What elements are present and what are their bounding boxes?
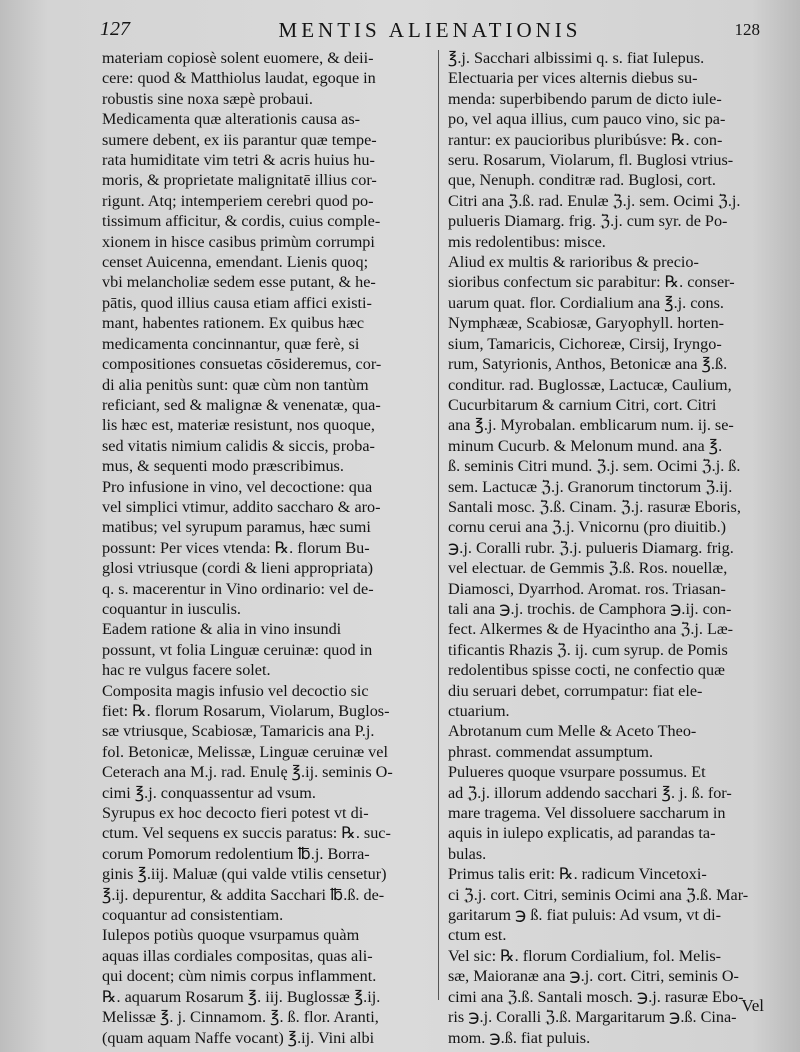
- text-line: seru. Rosarum, Violarum, fl. Buglosi vtrius-: [448, 151, 734, 170]
- text-line: coquantur ad consistentiam.: [102, 906, 284, 925]
- text-line: mare tragema. Vel dissoluere saccharum in: [448, 804, 726, 823]
- text-line: aquas illas cordiales compositas, quas ali-: [102, 946, 373, 965]
- text-line: Composita magis infusio vel decoctio sic: [102, 681, 369, 700]
- text-line: cimi ℥.j. conquassentur ad vsum.: [102, 783, 316, 802]
- text-line: Pro infusione in vino, vel decoctione: qua: [102, 477, 373, 496]
- text-line: sæ, Maioranæ ana ℈.j. cort. Citri, seminis O-: [448, 967, 739, 986]
- text-line: sæ vtriusque, Scabiosæ, Tamaricis ana P.j.: [102, 722, 375, 741]
- text-line: cornu cerui ana ℨ.j. Vnicornu (pro diuitib.): [448, 518, 727, 537]
- text-line: Ceterach ana M.j. rad. Enulę ℥.ij. seminis O-: [102, 763, 393, 782]
- text-line: fect. Alkermes & de Hyacintho ana ℨ.j. Læ-: [448, 620, 734, 639]
- text-line: compositiones consuetas cōsideremus, cor-: [102, 355, 382, 374]
- text-line: mus, & sequenti modo præscribimus.: [102, 457, 344, 476]
- text-line: ginis ℥.iij. Maluæ (qui valde vtilis censetur): [102, 865, 387, 884]
- text-line: glosi vtriusque (cordi & lieni appropriata): [102, 559, 374, 578]
- text-line: cere: quod & Matthiolus laudat, egoque in: [102, 69, 376, 88]
- text-line: redolentibus spisse cocti, ne confectio quæ: [448, 661, 725, 680]
- text-line: cimi ana ℨ.ß. Santali mosch. ℈.j. rasuræ Ebo-: [448, 987, 744, 1006]
- text-line: qui docent; cùm nimis corpus inflamment.: [102, 967, 377, 986]
- text-line: censet Auicenna, emendant. Lienis quoq;: [102, 253, 369, 272]
- text-line: po, vel aqua illius, cum pauco vino, sic pa-: [448, 110, 726, 129]
- text-line: pātis, quod illius causa etiam affici existi-: [102, 293, 372, 312]
- text-line: Santali mosc. ℨ.ß. Cinam. ℨ.j. rasuræ Eboris,: [448, 497, 741, 516]
- text-line: ctuarium.: [448, 702, 510, 720]
- right-text-column: [448, 48, 776, 1048]
- text-line: reficiant, sed & malignæ & venenatæ, qua-: [102, 395, 381, 414]
- text-line: ci ℨ.j. cort. Citri, seminis Ocimi ana ℨ.ß. Mar-: [448, 885, 749, 904]
- text-line: tissimum afficitur, & cordis, cuius comple-: [102, 212, 381, 231]
- text-line: ß. seminis Citri mund. ℨ.j. sem. Ocimi ℨ.j. ß.: [448, 457, 741, 476]
- text-line: aquis in iulepo explicatis, ad parandas ta-: [448, 824, 716, 843]
- text-line: Aliud ex multis & rarioribus & precio-: [448, 253, 699, 272]
- text-line: ctum est.: [448, 926, 507, 945]
- text-line: uarum quat. flor. Cordialium ana ℥.j. cons.: [448, 293, 724, 312]
- text-line: moris, & proprietate malignitatē illius cor-: [102, 171, 377, 190]
- text-line: possunt: Per vices vtenda: ℞. florum Bu-: [102, 538, 370, 557]
- text-line: sed vitatis nimium calidis & siccis, proba-: [102, 436, 375, 455]
- text-line: sem. Lactucæ ℨ.j. Granorum tinctorum ℨ.ij.: [448, 477, 733, 496]
- text-line: que, Nenuph. conditræ rad. Buglosi, cort.: [448, 171, 716, 190]
- text-line: conditur. rad. Buglossæ, Lactucæ, Caulium,: [448, 375, 732, 394]
- text-line: rantur: ex paucioribus pluribúsve: ℞. con-: [448, 130, 723, 149]
- text-line: ℥.ij. depurentur, & addita Sacchari ℔.ß. de-: [102, 885, 385, 904]
- text-line: mis redolentibus: misce.: [448, 232, 606, 251]
- text-line: medicamenta concinnantur, quæ ferè, si: [102, 334, 360, 353]
- text-line: lis hæc est, materiæ resistunt, nos quoque,: [102, 416, 375, 435]
- text-line: ℞. aquarum Rosarum ℥. iij. Buglossæ ℥.ij.: [102, 987, 381, 1006]
- text-line: matibus; vel syrupum paramus, hæc sumi: [102, 518, 371, 537]
- text-line: phrast. commendat assumptum.: [448, 742, 654, 761]
- text-line: garitarum ℈ ß. fiat puluis: Ad vsum, vt di-: [448, 906, 721, 925]
- text-line: rigunt. Atq; intemperiem cerebri quod po-: [102, 191, 374, 210]
- text-line: menda: superbibendo parum de dicto iule-: [448, 89, 722, 108]
- text-line: vel simplici vtimur, addito saccharo & aro-: [102, 497, 381, 516]
- page-header: [100, 18, 760, 46]
- text-line: Abrotanum cum Melle & Aceto Theo-: [448, 722, 697, 741]
- text-line: Diamosci, Dyarrhod. Aromat. ros. Triasan-: [448, 579, 726, 598]
- text-line: pulueris Diamarg. frig. ℨ.j. cum syr. de Po-: [448, 212, 728, 231]
- page-number-right: 128: [734, 20, 760, 39]
- text-line: rata humiditate vim tetri & acris huius hu-: [102, 151, 375, 170]
- text-line: sium, Tamaricis, Cichoreæ, Cirsij, Iryngo-: [448, 334, 722, 353]
- text-line: q. s. macerentur in Vino ordinario: vel de-: [102, 579, 374, 598]
- text-line: sioribus confectum sic parabitur: ℞. conser-: [448, 273, 735, 292]
- text-line: Nymphææ, Scabiosæ, Garyophyll. horten-: [448, 314, 725, 333]
- text-line: Syrupus ex hoc decocto fieri potest vt di-: [102, 804, 369, 823]
- text-line: ris ℈.j. Coralli ℨ.ß. Margaritarum ℈.ß. Cina-: [448, 1008, 737, 1027]
- text-line: Cucurbitarum & carnium Citri, cort. Citri: [448, 395, 717, 414]
- text-line: (quam aquam Naffe vocant) ℥.ij. Vini albi: [102, 1028, 375, 1047]
- text-line: coquantur in iusculis.: [102, 599, 241, 618]
- text-line: rum, Satyrionis, Anthos, Betonicæ ana ℥.ß.: [448, 355, 728, 374]
- text-line: bulas.: [448, 844, 487, 863]
- page-number-left: 127: [100, 18, 130, 40]
- text-line: ad ℨ.j. illorum addendo sacchari ℥. j. ß. for-: [448, 783, 732, 802]
- text-line: hac re vulgus facere solet.: [102, 661, 271, 680]
- text-line: di alia penitùs sunt: quæ cùm non tantùm: [102, 375, 369, 394]
- text-line: fol. Betonicæ, Melissæ, Linguæ ceruinæ vel: [102, 742, 388, 761]
- text-line: Primus talis erit: ℞. radicum Vincetoxi-: [448, 865, 707, 884]
- left-text-column: [102, 48, 432, 1048]
- text-line: fiet: ℞. florum Rosarum, Violarum, Buglos-: [102, 702, 390, 720]
- text-line: Vel sic: ℞. florum Cordialium, fol. Melis-: [448, 946, 722, 965]
- text-line: minum Cucurb. & Melonum mund. ana ℥.: [448, 436, 723, 455]
- text-line: Electuaria per vices alternis diebus su-: [448, 69, 698, 88]
- running-title: MENTIS ALIENATIONIS: [278, 18, 582, 42]
- text-line: Medicamenta quæ alterationis causa as-: [102, 110, 361, 129]
- text-line: Iulepos potiùs quoque vsurpamus quàm: [102, 926, 360, 945]
- text-line: xionem in hisce casibus primùm corrumpi: [102, 232, 375, 251]
- text-line: sumere debent, ex iis parantur quæ tempe-: [102, 130, 377, 149]
- text-line: mom. ℈.ß. fiat puluis.: [448, 1028, 591, 1047]
- text-line: ℥.j. Sacchari albissimi q. s. fiat Iulepus.: [448, 49, 705, 67]
- catchword: Vel: [741, 996, 764, 1015]
- text-line: diu seruari debet, corrumpatur: fiat ele-: [448, 681, 703, 700]
- text-line: mant, habentes rationem. Ex quibus hæc: [102, 314, 365, 333]
- text-line: robustis sine noxa sæpè probaui.: [102, 89, 313, 108]
- text-line: Pulueres quoque vsurpare possumus. Et: [448, 763, 706, 782]
- text-line: vel electuar. de Gemmis ℨ.ß. Ros. nouellæ,: [448, 559, 728, 578]
- text-line: tificantis Rhazis ℨ. ij. cum syrup. de Pomis: [448, 640, 728, 659]
- text-line: materiam copiosè solent euomere, & deii-: [102, 49, 374, 67]
- text-line: ctum. Vel sequens ex succis paratus: ℞. suc-: [102, 824, 391, 843]
- text-line: tali ana ℈.j. trochis. de Camphora ℈.ij. con-: [448, 599, 732, 618]
- text-line: corum Pomorum redolentium ℔.j. Borra-: [102, 844, 370, 863]
- text-line: Melissæ ℥. j. Cinnamom. ℥. ß. flor. Aranti,: [102, 1008, 379, 1027]
- text-line: ℈.j. Coralli rubr. ℨ.j. pulueris Diamarg. frig.: [448, 538, 734, 557]
- text-line: Eadem ratione & alia in vino insundi: [102, 620, 342, 639]
- text-line: ana ℥.j. Myrobalan. emblicarum num. ij. se-: [448, 416, 734, 435]
- text-line: vbi melancholiæ sedem esse putant, & he-: [102, 273, 376, 292]
- text-line: Citri ana ℨ.ß. rad. Enulæ ℨ.j. sem. Ocimi ℨ.j.: [448, 191, 741, 210]
- text-line: possunt, vt folia Linguæ ceruinæ: quod in: [102, 640, 373, 659]
- column-divider: [438, 50, 439, 1000]
